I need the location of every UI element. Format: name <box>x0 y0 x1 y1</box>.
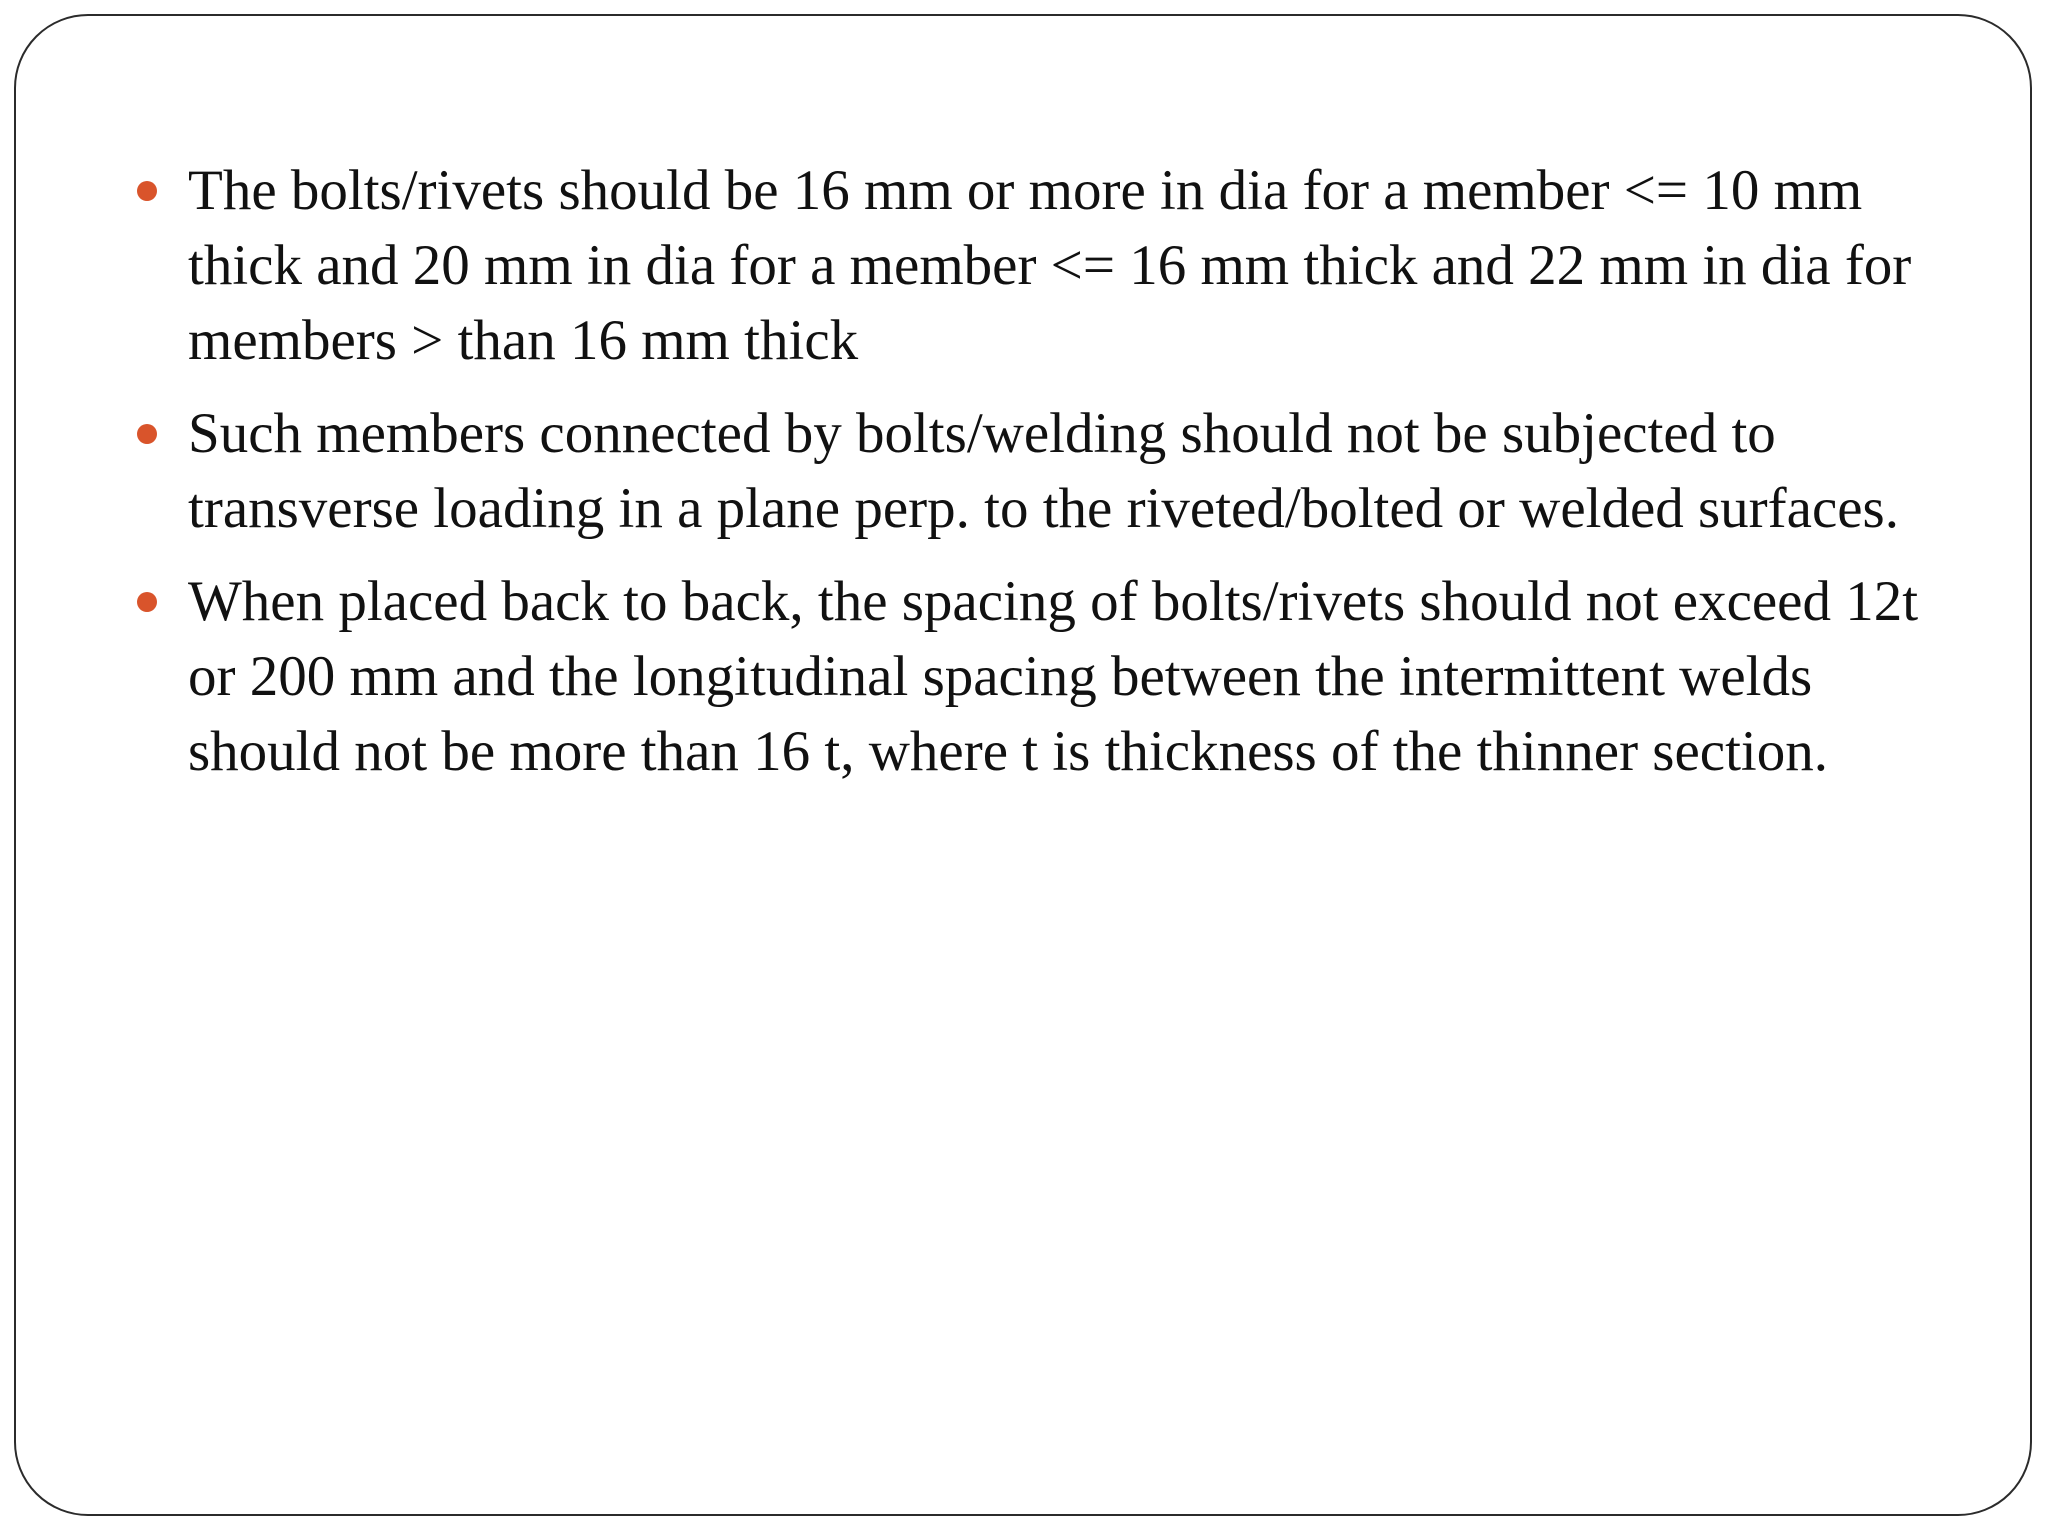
bullet-dot-icon <box>137 424 157 444</box>
bullet-text: When placed back to back, the spacing of bolts/rivets should not exceed 12t or 200 mm and the longitudinal spacing between the intermittent welds should not be more than 16 t, where t is thickness of the thinner section. <box>188 570 1919 783</box>
bullet-item <box>188 153 1943 378</box>
bullet-item <box>188 396 1943 546</box>
bullet-item <box>188 564 1943 789</box>
slide-frame <box>14 14 2032 1516</box>
bullet-dot-icon <box>137 181 157 201</box>
bullet-dot-icon <box>137 592 157 612</box>
bullet-text: Such members connected by bolts/welding should not be subjected to transverse loading in a plane perp. to the riveted/bolted or welded surfaces. <box>188 402 1899 540</box>
bullet-list <box>188 153 1943 807</box>
bullet-text: The bolts/rivets should be 16 mm or more in dia for a member <= 10 mm thick and 20 mm in dia for a member <= 16 mm thick and 22 mm in dia for members > than 16 mm thick <box>188 159 1912 372</box>
